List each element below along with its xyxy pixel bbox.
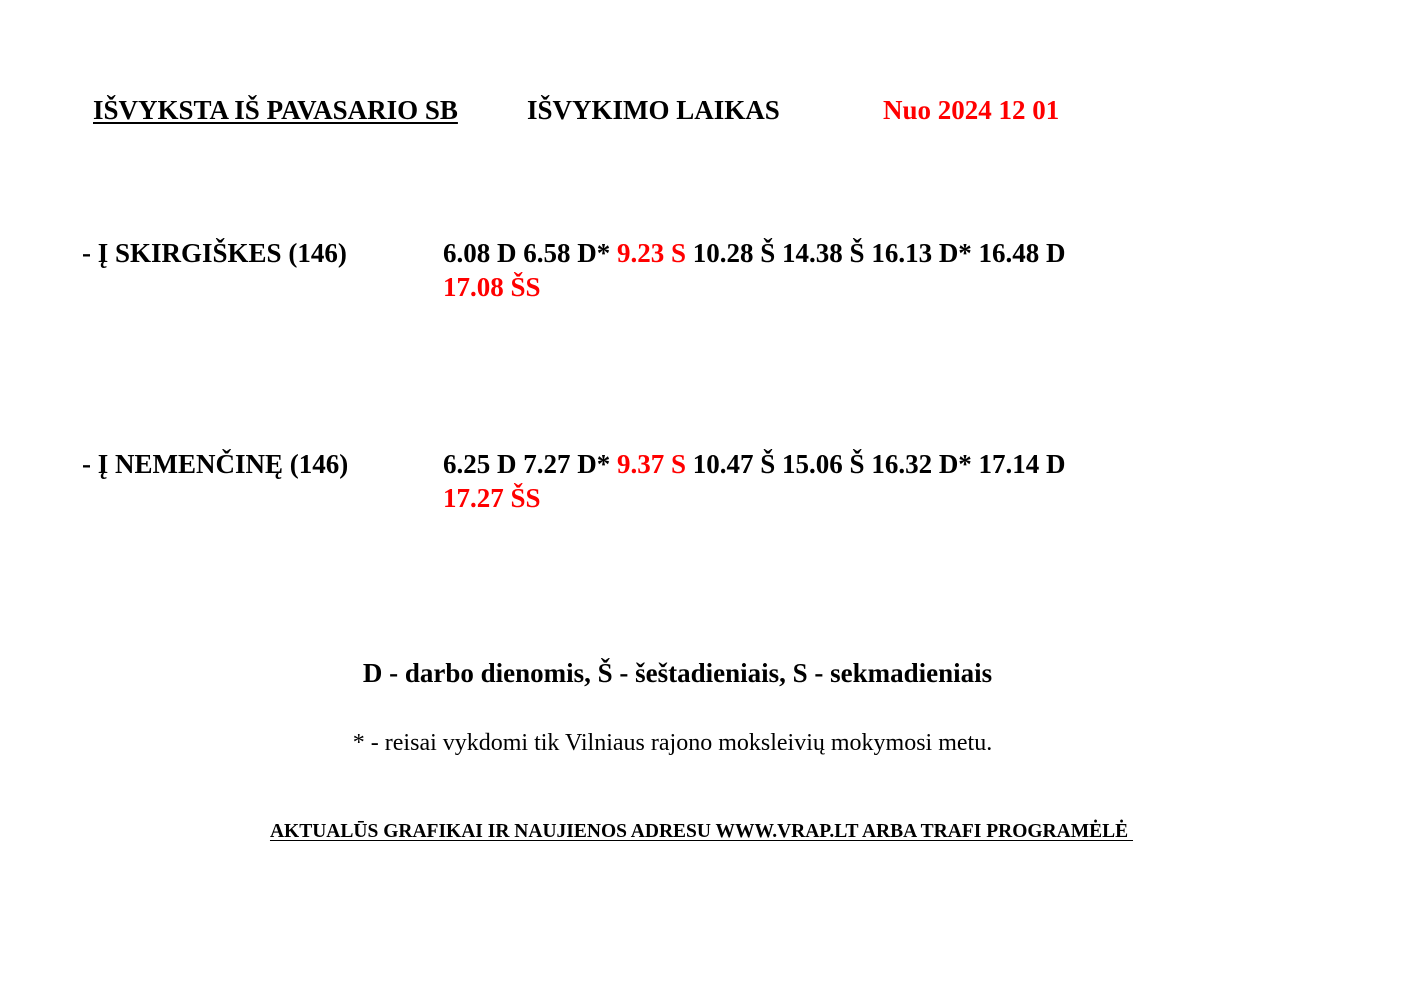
footer-notice — [0, 818, 1403, 846]
route-times-nemencine — [443, 447, 1066, 481]
departure-time-heading: IŠVYKIMO LAIKAS — [527, 95, 780, 125]
route-times-skirgiskes-line2: 17.08 ŠS — [443, 272, 541, 302]
route-times-nemencine-line2: 17.27 ŠS — [443, 483, 541, 513]
route-name-skirgiskes: - Į SKIRGIŠKES (146) — [82, 238, 347, 268]
valid-from-date: Nuo 2024 12 01 — [883, 95, 1060, 125]
footnote: * - reisai vykdomi tik Vilniaus rajono moksleivių mokymosi metu. — [352, 730, 993, 756]
times-segment-sunday: 9.23 S — [617, 238, 687, 268]
times-segment: 6.25 D 7.27 D* — [443, 449, 611, 479]
times-segment: 10.47 Š 15.06 Š 16.32 D* 17.14 D — [692, 449, 1066, 479]
times-segment: 6.08 D 6.58 D* — [443, 238, 611, 268]
legend: D - darbo dienomis, Š - šeštadieniais, S - sekmadieniais — [362, 658, 993, 688]
route-times-skirgiskes — [443, 236, 1066, 270]
departs-from-heading: IŠVYKSTA IŠ PAVASARIO SB — [93, 95, 458, 125]
times-segment-sunday: 9.37 S — [617, 449, 687, 479]
footer-link-text: AKTUALŪS GRAFIKAI IR NAUJIENOS ADRESU WWW.VRAP.LT ARBA TRAFI PROGRAMĖLĖ — [269, 821, 1134, 842]
times-segment: 10.28 Š 14.38 Š 16.13 D* 16.48 D — [692, 238, 1066, 268]
route-name-nemencine: - Į NEMENČINĘ (146) — [82, 449, 349, 479]
